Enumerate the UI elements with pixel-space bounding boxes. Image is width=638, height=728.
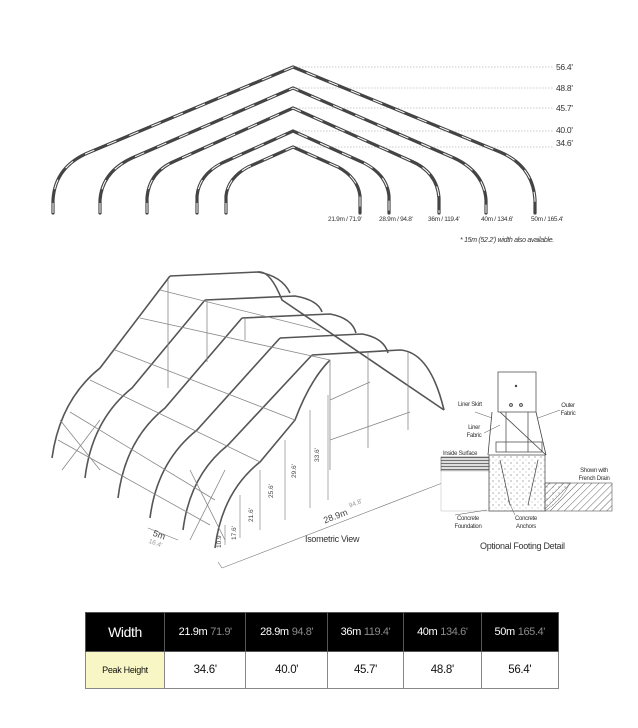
height-dimension: 21.6' [248,508,255,522]
width-label: 36m / 119.4' [428,216,460,223]
height-dimension: 25.6' [268,484,275,498]
width-metric: 50m [494,626,515,638]
width-cell [327,613,403,652]
bay-spacing-imperial: 16.4' [147,538,164,550]
peak-height-label: 45.7' [556,103,573,113]
width-label: 40m / 134.6' [481,216,513,223]
concrete-anchors-label: Concrete Anchors [515,516,537,530]
inside-surface-label: Inside Surface [443,451,478,457]
width-metric: 36m [340,626,361,638]
width-cell [404,613,481,652]
peak-height-cell: 48.8' [404,652,481,689]
width-label: 28.9m / 94.8' [379,216,413,223]
height-dimension: 10.9' [216,534,223,548]
width-header: Width [86,613,165,652]
availability-note: * 15m (52.2') width also available. [460,237,554,244]
outer-fabric-label: Outer Fabric [560,403,576,417]
peak-height-cell: 56.4' [481,652,558,689]
french-drain-label: Shown with French Drain [578,468,610,482]
width-label: 50m / 165.4' [531,216,563,223]
peak-height-cell: 40.0' [246,652,327,689]
height-dimension: 17.6' [231,526,238,540]
peak-height-header: Peak Height [86,652,165,689]
length-imperial: 94.8' [348,498,364,510]
width-imperial: 119.4' [363,626,391,638]
peak-height-row [86,652,559,689]
peak-height-label: 56.4' [556,62,573,72]
height-dimension: 29.6' [291,464,298,478]
spec-table [85,612,559,689]
peak-height-label: 34.6' [556,138,573,148]
length-metric: 28.9m [322,507,349,526]
peak-height-cell: 45.7' [327,652,403,689]
footing-detail-caption: Optional Footing Detail [480,541,565,551]
peak-height-cell: 34.6' [165,652,246,689]
bay-spacing-metric: 5m [151,528,167,542]
liner-skirt-label: Liner Skirt [458,402,482,408]
width-imperial: 165.4' [517,626,545,638]
width-imperial: 71.9' [210,626,232,638]
width-metric: 21.9m [178,626,208,638]
width-cell [246,613,327,652]
peak-height-label: 40.0' [556,125,573,135]
concrete-foundation-label: Concrete Foundation [454,516,482,530]
width-cell [481,613,558,652]
width-row [86,613,559,652]
width-cell [165,613,246,652]
width-label: 21.9m / 71.9' [328,216,362,223]
isometric-view-caption: Isometric View [305,534,360,544]
width-imperial: 94.8' [291,626,314,638]
width-metric: 40m [417,626,438,638]
width-metric: 28.9m [260,626,289,638]
peak-height-label: 48.8' [556,83,573,93]
height-dimension: 33.6' [314,448,321,462]
width-imperial: 134.6' [440,626,468,638]
liner-fabric-label: Liner Fabric [466,425,482,439]
